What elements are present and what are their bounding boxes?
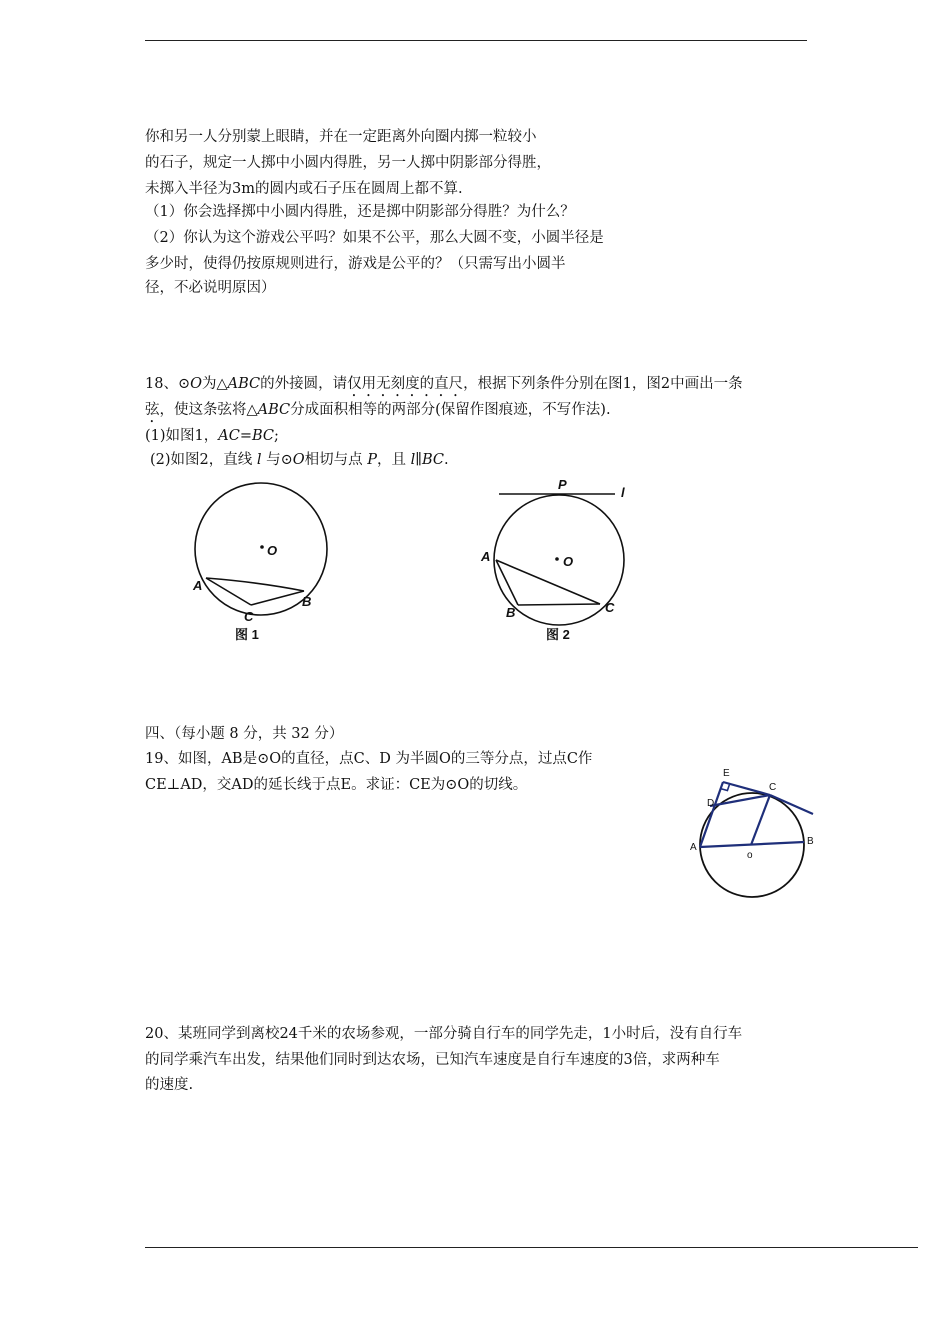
p18-l3-c: = [239, 428, 252, 444]
p18-l4-h: l [410, 452, 416, 468]
p18-l1-e: 的外接圆，请 [260, 376, 348, 392]
fig1-label-c: C [244, 609, 254, 624]
fig1-label-o: O [267, 543, 278, 558]
fig2-center-dot [555, 557, 559, 561]
p18-l1-c: 为△ [202, 376, 228, 392]
p18-l4-c: 与⊙ [261, 452, 293, 468]
fig1-label-b: B [302, 594, 312, 609]
p18-line-3 [145, 427, 279, 445]
fig1-segment-ab [206, 578, 304, 591]
p18-line-4 [150, 451, 449, 469]
p18-l2-b: ABC [257, 402, 291, 418]
fig3-line-dc [710, 795, 770, 806]
p18-l1-d: ABC [227, 376, 261, 392]
p18-l4-e: 相切与点 [304, 452, 368, 468]
p18-l4-g: ，且 [377, 452, 411, 468]
p18-l4-i: ∥ [415, 452, 422, 468]
fig2-label-o: O [563, 554, 574, 569]
p17-line-7: 径，不必说明原因） [145, 280, 276, 296]
fig2-label-c: C [605, 600, 615, 615]
p18-l3-a: (1)如图1， [145, 428, 219, 444]
p18-l4-k: . [444, 452, 449, 468]
fig3-label-o: o [747, 850, 753, 861]
p18-l1-f: ，根据下列条件分别在图1，图2中画出一条 [463, 376, 743, 392]
p18-l4-b: l [256, 452, 262, 468]
fig1-center-dot [260, 545, 264, 549]
p17-line-2: 的石子，规定一人掷中小圆内得胜，另一人掷中阴影部分得胜， [145, 155, 551, 171]
p18-l3-d: BC [252, 428, 275, 444]
p19-line-2: CE⊥AD，交AD的延长线于点E。求证：CE为⊙O的切线。 [145, 777, 528, 793]
p19-line-1: 19、如图，AB是⊙O的直径，点C、D 为半圆O的三等分点，过点C作 [145, 751, 593, 767]
figure-2 [475, 476, 645, 646]
p18-l3-b: AC [218, 428, 240, 444]
fig3-label-c: C [769, 782, 777, 793]
figure-3 [683, 762, 833, 912]
fig3-label-e: E [723, 768, 730, 779]
p18-l1-b: O [190, 376, 202, 392]
fig2-segment-ac [496, 560, 600, 604]
p18-l4-a: (2)如图2，直线 [150, 452, 257, 468]
p17-line-1: 你和另一人分别蒙上眼睛，并在一定距离外向圈内掷一粒较小 [145, 129, 537, 145]
fig1-caption: 图 1 [235, 627, 259, 642]
section-4-title: 四、（每小题 8 分，共 32 分） [145, 726, 344, 742]
fig3-label-a: A [690, 842, 697, 853]
fig2-label-p: P [558, 477, 567, 492]
p18-l3-e: ; [274, 428, 279, 444]
fig1-segment-cb [251, 591, 304, 605]
fig2-label-a: A [481, 549, 491, 564]
p18-line-1 [145, 375, 743, 400]
p17-line-5: （2）你认为这个游戏公平吗？如果不公平，那么大圆不变，小圆半径是 [145, 230, 604, 246]
p18-l4-d: O [292, 452, 305, 468]
p17-line-3: 未掷入半径为3m的圆内或石子压在圆周上都不算. [145, 181, 463, 197]
bottom-rule [145, 1247, 918, 1248]
p17-line-6: 多少时，使得仍按原规则进行，游戏是公平的？（只需写出小圆半 [145, 256, 566, 272]
p18-l1-emphasis: 仅用无刻度的直尺 [347, 376, 464, 392]
fig3-label-d: D [707, 798, 715, 809]
p18-l4-f: P [367, 452, 378, 468]
fig2-label-b: B [506, 605, 516, 620]
fig2-caption: 图 2 [546, 627, 570, 642]
p18-line-2 [145, 401, 611, 426]
p17-line-4: （1）你会选择掷中小圆内得胜，还是掷中阴影部分得胜？为什么？ [145, 204, 575, 220]
p18-l2-emphasis: 弦 [145, 402, 160, 418]
p18-l4-j: BC [422, 452, 445, 468]
p18-l2-a: ，使这条弦将△ [159, 402, 258, 418]
p18-l2-c: 分成面积相等的两部分(保留作图痕迹，不写作法). [290, 402, 611, 418]
fig2-label-l: l [621, 485, 625, 500]
p20-line-3: 的速度. [145, 1077, 194, 1093]
fig3-label-b: B [807, 836, 814, 847]
fig1-label-a: A [193, 578, 203, 593]
fig2-segment-bc [518, 604, 600, 605]
p18-l1-a: 18、⊙ [145, 376, 191, 392]
top-rule [145, 40, 807, 41]
p20-line-1: 20、某班同学到离校24千米的农场参观，一部分骑自行车的同学先走，1小时后，没有自行车 [145, 1026, 743, 1042]
fig3-radius-oc [751, 795, 770, 845]
p20-line-2: 的同学乘汽车出发，结果他们同时到达农场，已知汽车速度是自行车速度的3倍，求两种车 [145, 1052, 720, 1068]
fig3-line-ae [700, 782, 723, 847]
figure-1 [180, 478, 360, 648]
